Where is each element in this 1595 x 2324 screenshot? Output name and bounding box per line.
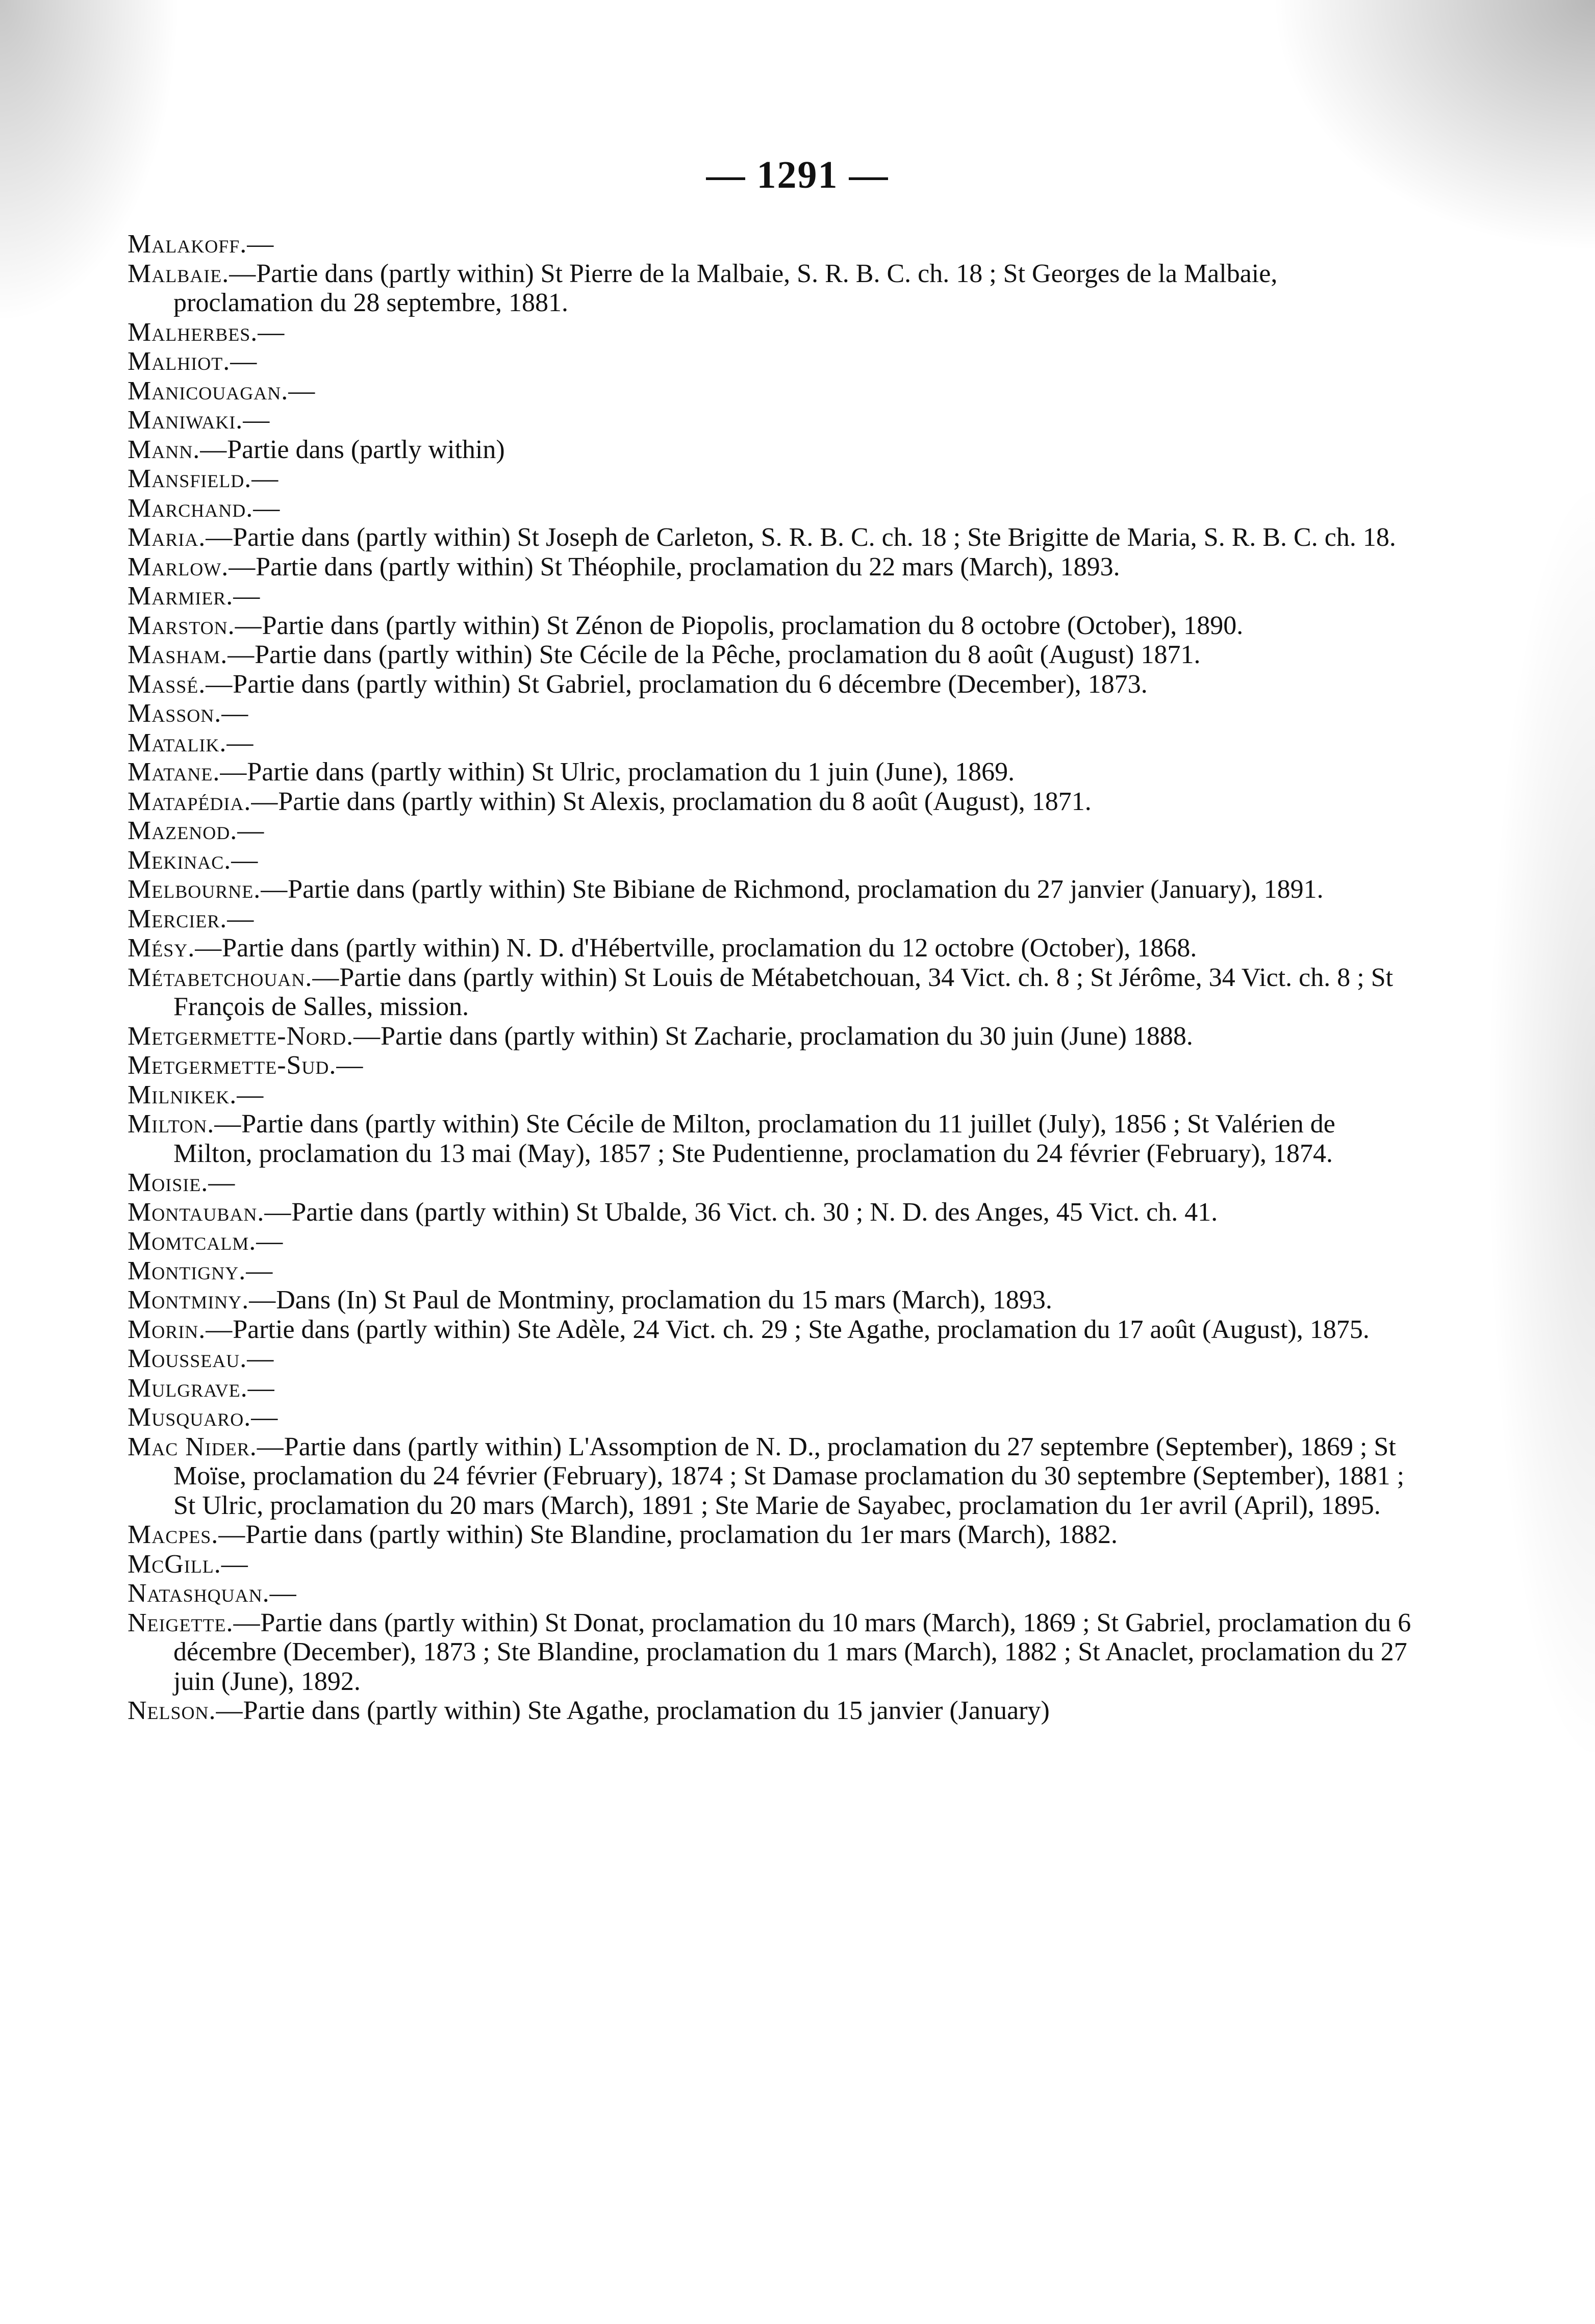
entry-name: Matapédia.— [128,787,279,816]
entry-text: Partie dans (partly within) St Ulric, proclamation du 1 juin (June), 1869. [247,757,1015,787]
list-item [128,728,1413,758]
entry-name: Malherbes.— [128,317,285,347]
list-item [128,1550,1413,1579]
entry-name: Milnikek.— [128,1080,264,1109]
entry-name: Maria.— [128,523,233,552]
list-item [128,816,1413,846]
entry-name: Moisie.— [128,1168,236,1197]
entry-name: Malakoff.— [128,230,274,259]
list-item [128,1374,1413,1403]
entry-name: Manicouagan.— [128,376,316,406]
entry-text: Partie dans (partly within) Ste Blandine, proclamation du 1er mars (March), 1882. [245,1520,1118,1549]
entry-text: Partie dans (partly within) St Alexis, proclamation du 8 août (August), 1871. [278,787,1092,816]
list-item [128,494,1413,523]
list-item [128,230,1413,259]
list-item [128,1403,1413,1432]
list-item [128,1344,1413,1374]
list-item [128,1168,1413,1198]
list-item [128,1022,1413,1051]
entry-name: Neigette.— [128,1608,261,1637]
list-item [128,259,1413,318]
list-item [128,406,1413,435]
entry-name: Mousseau.— [128,1344,274,1373]
entry-name: Mésy.— [128,933,222,963]
entry-name: Mann.— [128,435,227,464]
list-item [128,757,1413,787]
entry-name: Malbaie.— [128,259,257,288]
entry-name: Marlow.— [128,552,256,582]
entry-name: Maniwaki.— [128,406,270,435]
entry-text: Partie dans (partly within) St Donat, proclamation du 10 mars (March), 1869 ; St Gabriel, proclamation du 6 décembre (December), 1873 ; Ste Blandine, proclamation du 1 mars (March), 1882 ; St Anaclet, proclamation du 27 juin (June), 1892. [173,1608,1411,1696]
entry-name: Montigny.— [128,1256,273,1285]
list-item [128,1696,1413,1726]
entry-text: Partie dans (partly within) St Zénon de Piopolis, proclamation du 8 octobre (October), 1890. [262,611,1244,640]
list-item [128,435,1413,465]
entry-name: Milton.— [128,1109,242,1139]
entry-name: Musquaro.— [128,1403,279,1432]
entry-text: Partie dans (partly within) St Louis de Métabetchouan, 34 Vict. ch. 8 ; St Jérôme, 34 Vict. ch. 8 ; St François de Salles, mission. [173,963,1394,1021]
list-item [128,640,1413,670]
list-item [128,318,1413,347]
entry-text: Partie dans (partly within) Ste Agathe, proclamation du 15 janvier (January) [243,1696,1050,1725]
entry-text: Partie dans (partly within) St Pierre de la Malbaie, S. R. B. C. ch. 18 ; St Georges de la Malbaie, proclamation du 28 septembre, 1881. [173,259,1278,317]
entry-name: Marston.— [128,611,262,640]
list-item [128,1579,1413,1608]
list-item [128,552,1413,582]
entry-name: Metgermette-Sud.— [128,1051,364,1080]
entry-list [128,230,1413,1726]
entry-text: Partie dans (partly within) St Joseph de Carleton, S. R. B. C. ch. 18 ; Ste Brigitte de Maria, S. R. B. C. ch. 18. [233,523,1396,552]
entry-name: Melbourne.— [128,875,288,904]
list-item [128,875,1413,904]
list-item [128,1285,1413,1315]
entry-name: Macpes.— [128,1520,246,1549]
list-item [128,787,1413,817]
list-item [128,347,1413,376]
list-item [128,582,1413,611]
entry-name: Mac Nider.— [128,1432,284,1461]
entry-name: Mekinac.— [128,845,259,875]
entry-name: Matalik.— [128,728,254,757]
entry-text: Partie dans (partly within) [227,435,505,464]
list-item [128,376,1413,406]
list-item [128,933,1413,963]
entry-text: Partie dans (partly within) L'Assomption de N. D., proclamation du 27 septembre (September), 1869 ; St Moïse, proclamation du 24 février (February), 1874 ; St Damase proclamation du 30 septembre (September), 1881 ; St Ulric, proclamation du 20 mars (March), 1891 ; Ste Marie de Sayabec, proclamation du 1er avril (April), 1895. [173,1432,1405,1520]
entry-name: Massé.— [128,669,233,699]
entry-text: Dans (In) St Paul de Montminy, proclamation du 15 mars (March), 1893. [276,1285,1052,1315]
entry-name: Matane.— [128,757,247,787]
entry-name: Mercier.— [128,904,255,933]
entry-name: Montminy.— [128,1285,276,1315]
entry-name: Momtcalm.— [128,1227,284,1256]
entry-text: Partie dans (partly within) Ste Cécile de Milton, proclamation du 11 juillet (July), 1856 ; St Valérien de Milton, proclamation du 13 mai (May), 1857 ; Ste Pudentienne, proclamation du 24 février (February), 1874. [173,1109,1335,1168]
entry-text: Partie dans (partly within) St Ubalde, 36 Vict. ch. 30 ; N. D. des Anges, 45 Vict. ch. 41. [291,1197,1218,1227]
list-item [128,1432,1413,1521]
entry-name: Natashquan.— [128,1579,297,1608]
entry-text: Partie dans (partly within) St Gabriel, proclamation du 6 décembre (December), 1873. [233,669,1148,699]
entry-name: Nelson.— [128,1696,243,1725]
entry-name: Morin.— [128,1315,233,1344]
list-item [128,1256,1413,1286]
list-item [128,904,1413,934]
entry-name: Marchand.— [128,493,281,523]
list-item [128,1608,1413,1697]
entry-name: Malhiot.— [128,347,258,376]
entry-name: Mazenod.— [128,816,265,845]
entry-name: Métabetchouan.— [128,963,340,992]
entry-name: McGill.— [128,1549,248,1579]
list-item [128,1051,1413,1080]
entry-name: Masson.— [128,699,249,728]
list-item [128,1315,1413,1345]
entry-name: Masham.— [128,640,255,669]
page-number: — 1291 — [706,154,889,196]
list-item [128,1198,1413,1227]
list-item [128,464,1413,494]
entry-name: Montauban.— [128,1197,292,1227]
entry-text: Partie dans (partly within) Ste Bibiane de Richmond, proclamation du 27 janvier (January), 1891. [288,875,1324,904]
list-item [128,699,1413,728]
list-item [128,1520,1413,1550]
list-item [128,523,1413,552]
list-item [128,1227,1413,1256]
list-item [128,670,1413,699]
entry-text: Partie dans (partly within) Ste Cécile de la Pêche, proclamation du 8 août (August) 1871. [255,640,1201,669]
list-item [128,963,1413,1022]
entry-text: Partie dans (partly within) St Zacharie, proclamation du 30 juin (June) 1888. [381,1021,1193,1051]
list-item [128,1109,1413,1168]
list-item [128,1080,1413,1110]
entry-text: Partie dans (partly within) N. D. d'Hébertville, proclamation du 12 octobre (October), 1868. [222,933,1197,963]
entry-text: Partie dans (partly within) Ste Adèle, 24 Vict. ch. 29 ; Ste Agathe, proclamation du 17 août (August), 1875. [233,1315,1370,1344]
list-item [128,611,1413,641]
entry-text: Partie dans (partly within) St Théophile, proclamation du 22 mars (March), 1893. [256,552,1120,582]
entry-name: Mansfield.— [128,464,279,493]
list-item [128,846,1413,875]
entry-name: Metgermette-Nord.— [128,1021,381,1051]
entry-name: Marmier.— [128,582,261,611]
entry-name: Mulgrave.— [128,1373,275,1403]
